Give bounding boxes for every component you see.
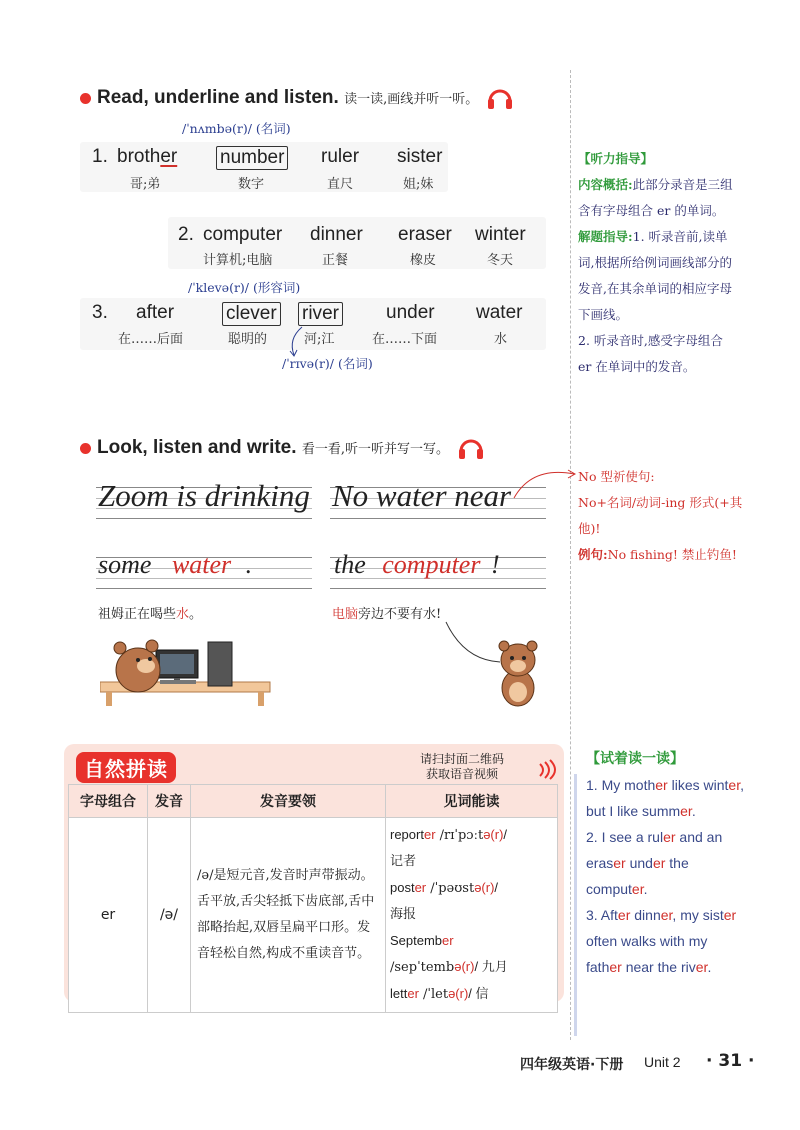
page-number: · 31 · — [706, 1051, 755, 1071]
cell-tips: /ə/是短元音,发音时声带振动。舌平放,舌尖轻抵下齿底部,舌中部略抬起,双唇呈扁平口形。发音轻松自然,构成不重读音节。 — [191, 818, 386, 1013]
header-combo: 字母组合 — [69, 785, 148, 818]
try-read-fragment: often walks with my fath — [586, 933, 708, 975]
header-examples: 见词能读 — [386, 785, 558, 818]
word-winter: winter — [475, 224, 526, 245]
header-tips: 发音要领 — [191, 785, 386, 818]
example-september: September — [390, 933, 454, 948]
phonetic-clever: /ˈklevə(r)/ (形容词) — [188, 280, 301, 295]
try-read-fragment: er — [663, 829, 676, 845]
handwriting-left-line1: Zoom is drinking — [98, 478, 310, 513]
listening-guide-title: 【听力指导】 — [578, 151, 654, 166]
word-brother: brother — [117, 146, 178, 167]
section1-title: Read, underline and listen. 读一读,画线并听一听。 — [80, 86, 513, 110]
section2-title-cn: 看一看,听一听并写一写。 — [301, 442, 449, 458]
row3-number: 3. — [92, 302, 108, 323]
example-poster-meaning: 海报 — [390, 907, 417, 922]
phonics-badge: 自然拼读 — [76, 752, 176, 783]
try-read-fragment: er — [695, 959, 708, 975]
try-read-fragment: likes wint — [667, 777, 729, 793]
summary-text: 此部分录音是三组含有字母组合 er 的单词。 — [578, 177, 733, 218]
listening-guide — [578, 146, 740, 380]
try-read-s3: 3. After dinner, my sister often walks with my father near the river. — [586, 907, 737, 975]
sound-wave-icon[interactable] — [536, 758, 556, 780]
bear-at-computer-illustration — [100, 630, 272, 706]
try-read-fragment: er — [613, 855, 626, 871]
try-read — [586, 746, 746, 980]
word-under: under — [386, 302, 435, 323]
meaning-dinner: 正餐 — [322, 253, 349, 268]
caption-right: 电脑旁边不要有水! — [332, 607, 442, 622]
row2-number: 2. — [178, 224, 194, 245]
footer-unit: Unit 2 — [644, 1054, 681, 1070]
cell-combo: er — [69, 818, 148, 1013]
meaning-brother: 哥;弟 — [130, 177, 161, 192]
word-sister: sister — [397, 146, 443, 167]
handwriting-right-line2: the computer ! — [334, 550, 500, 579]
row1-number: 1. — [92, 146, 108, 167]
example-reporter: reporter /rɪˈpɔːtə(r)/ — [390, 827, 508, 843]
meaning-after: 在……后面 — [118, 332, 184, 347]
example-reporter-meaning: 记者 — [390, 854, 417, 869]
bullet-dot — [80, 93, 91, 104]
example-text: No fishing! 禁止钓鱼! — [607, 547, 737, 562]
try-read-fragment: er — [723, 907, 737, 923]
example-poster: poster /ˈpəʊstə(r)/ — [390, 880, 499, 896]
sentence-note-rule: No+名词/动词-ing 形式(+其他)! — [578, 495, 743, 536]
try-read-fragment: . — [643, 881, 648, 897]
tips-label: 解题指导: — [578, 229, 633, 244]
try-read-title: 【试着读一读】 — [586, 751, 684, 767]
try-read-fragment: the comput — [586, 855, 689, 897]
headphones-icon[interactable] — [458, 436, 484, 460]
try-read-fragment: , but I like summ — [586, 777, 744, 819]
try-read-fragment: er — [631, 881, 644, 897]
sentence-note — [578, 464, 750, 568]
meaning-computer: 计算机;电脑 — [203, 253, 273, 268]
bullet-dot — [80, 443, 91, 454]
word-dinner: dinner — [310, 224, 363, 245]
word-eraser: eraser — [398, 224, 452, 245]
tip-1: 1. 听录音前,读单词,根据所给例词画线部分的发音,在其余单词的相应字母下画线。 — [578, 229, 732, 322]
meaning-under: 在……下面 — [372, 332, 438, 347]
meaning-clever: 聪明的 — [228, 332, 268, 347]
meaning-water: 水 — [494, 332, 508, 347]
tip-2: 2. 听录音时,感受字母组合 er 在单词中的发音。 — [578, 333, 723, 374]
phonics-table — [68, 784, 558, 1013]
try-read-fragment: dinn — [630, 907, 661, 923]
footer-book: 四年级英语·下册 — [520, 1057, 624, 1073]
meaning-ruler: 直尺 — [327, 177, 354, 192]
example-september-ipa: /sepˈtembə(r)/ 九月 — [390, 959, 508, 975]
section2-title: Look, listen and write. 看一看,听一听并写一写。 — [80, 436, 484, 460]
try-read-fragment: er — [609, 959, 622, 975]
try-read-fragment: near the riv — [621, 959, 696, 975]
meaning-winter: 冬天 — [487, 253, 514, 268]
example-label: 例句: — [578, 547, 608, 562]
try-read-fragment: er — [617, 907, 631, 923]
sentence-note-title: No 型祈使句: — [578, 469, 655, 484]
try-read-s1: 1. My mother likes winter, but I like summer. — [586, 777, 744, 819]
cell-examples — [386, 818, 558, 1013]
handwriting-right-line1: No water near — [332, 478, 512, 513]
qr-hint: 请扫封面二维码 获取语音视频 — [420, 752, 505, 781]
try-read-fragment: . — [691, 803, 696, 819]
header-sound: 发音 — [148, 785, 191, 818]
try-read-s2: 2. I see a ruler and an eraser under the computer. — [586, 829, 723, 897]
try-read-bar — [574, 774, 577, 1036]
try-read-fragment: My moth — [601, 777, 656, 793]
note-pointer-arrow — [512, 462, 582, 502]
phonetic-number: /ˈnʌmbə(r)/ (名词) — [182, 121, 291, 136]
summary-label: 内容概括: — [578, 177, 633, 192]
try-read-fragment: and an eras — [586, 829, 723, 871]
try-read-fragment: er — [660, 907, 673, 923]
try-read-fragment: er — [655, 777, 668, 793]
phonetic-river: /ˈrɪvə(r)/ (名词) — [282, 356, 373, 371]
speech-pointer-line — [444, 620, 504, 670]
try-read-fragment: I see a rul — [601, 829, 664, 845]
word-river: river — [298, 302, 343, 326]
word-clever: clever — [222, 302, 281, 326]
try-read-fragment: , my sist — [672, 907, 724, 923]
meaning-river: 河;江 — [304, 332, 335, 347]
caption-left: 祖姆正在喝些水。 — [98, 607, 203, 622]
word-computer: computer — [203, 224, 283, 245]
word-water: water — [476, 302, 523, 323]
section1-title-cn: 读一读,画线并听一听。 — [344, 92, 479, 108]
answer-water[interactable]: water — [171, 550, 232, 579]
try-read-fragment: und — [625, 855, 653, 871]
word-ruler: ruler — [321, 146, 360, 167]
try-read-fragment: . — [707, 959, 712, 975]
meaning-sister: 姐;妹 — [403, 177, 434, 192]
try-read-fragment: Aft — [600, 907, 618, 923]
word-after: after — [136, 302, 175, 323]
try-read-fragment: er — [680, 803, 692, 819]
cell-sound: /ə/ — [148, 818, 191, 1013]
meaning-number: 数字 — [238, 177, 265, 192]
answer-computer[interactable]: computer — [382, 550, 481, 579]
handwriting-left-line2: some water . — [98, 550, 253, 579]
word-number: number — [216, 146, 288, 170]
example-letter: letter /ˈletə(r)/ 信 — [390, 986, 489, 1002]
try-read-fragment: er — [728, 777, 741, 793]
headphones-icon[interactable] — [487, 86, 513, 110]
meaning-eraser: 橡皮 — [410, 253, 437, 268]
column-divider — [570, 70, 571, 1040]
try-read-fragment: er — [652, 855, 666, 871]
